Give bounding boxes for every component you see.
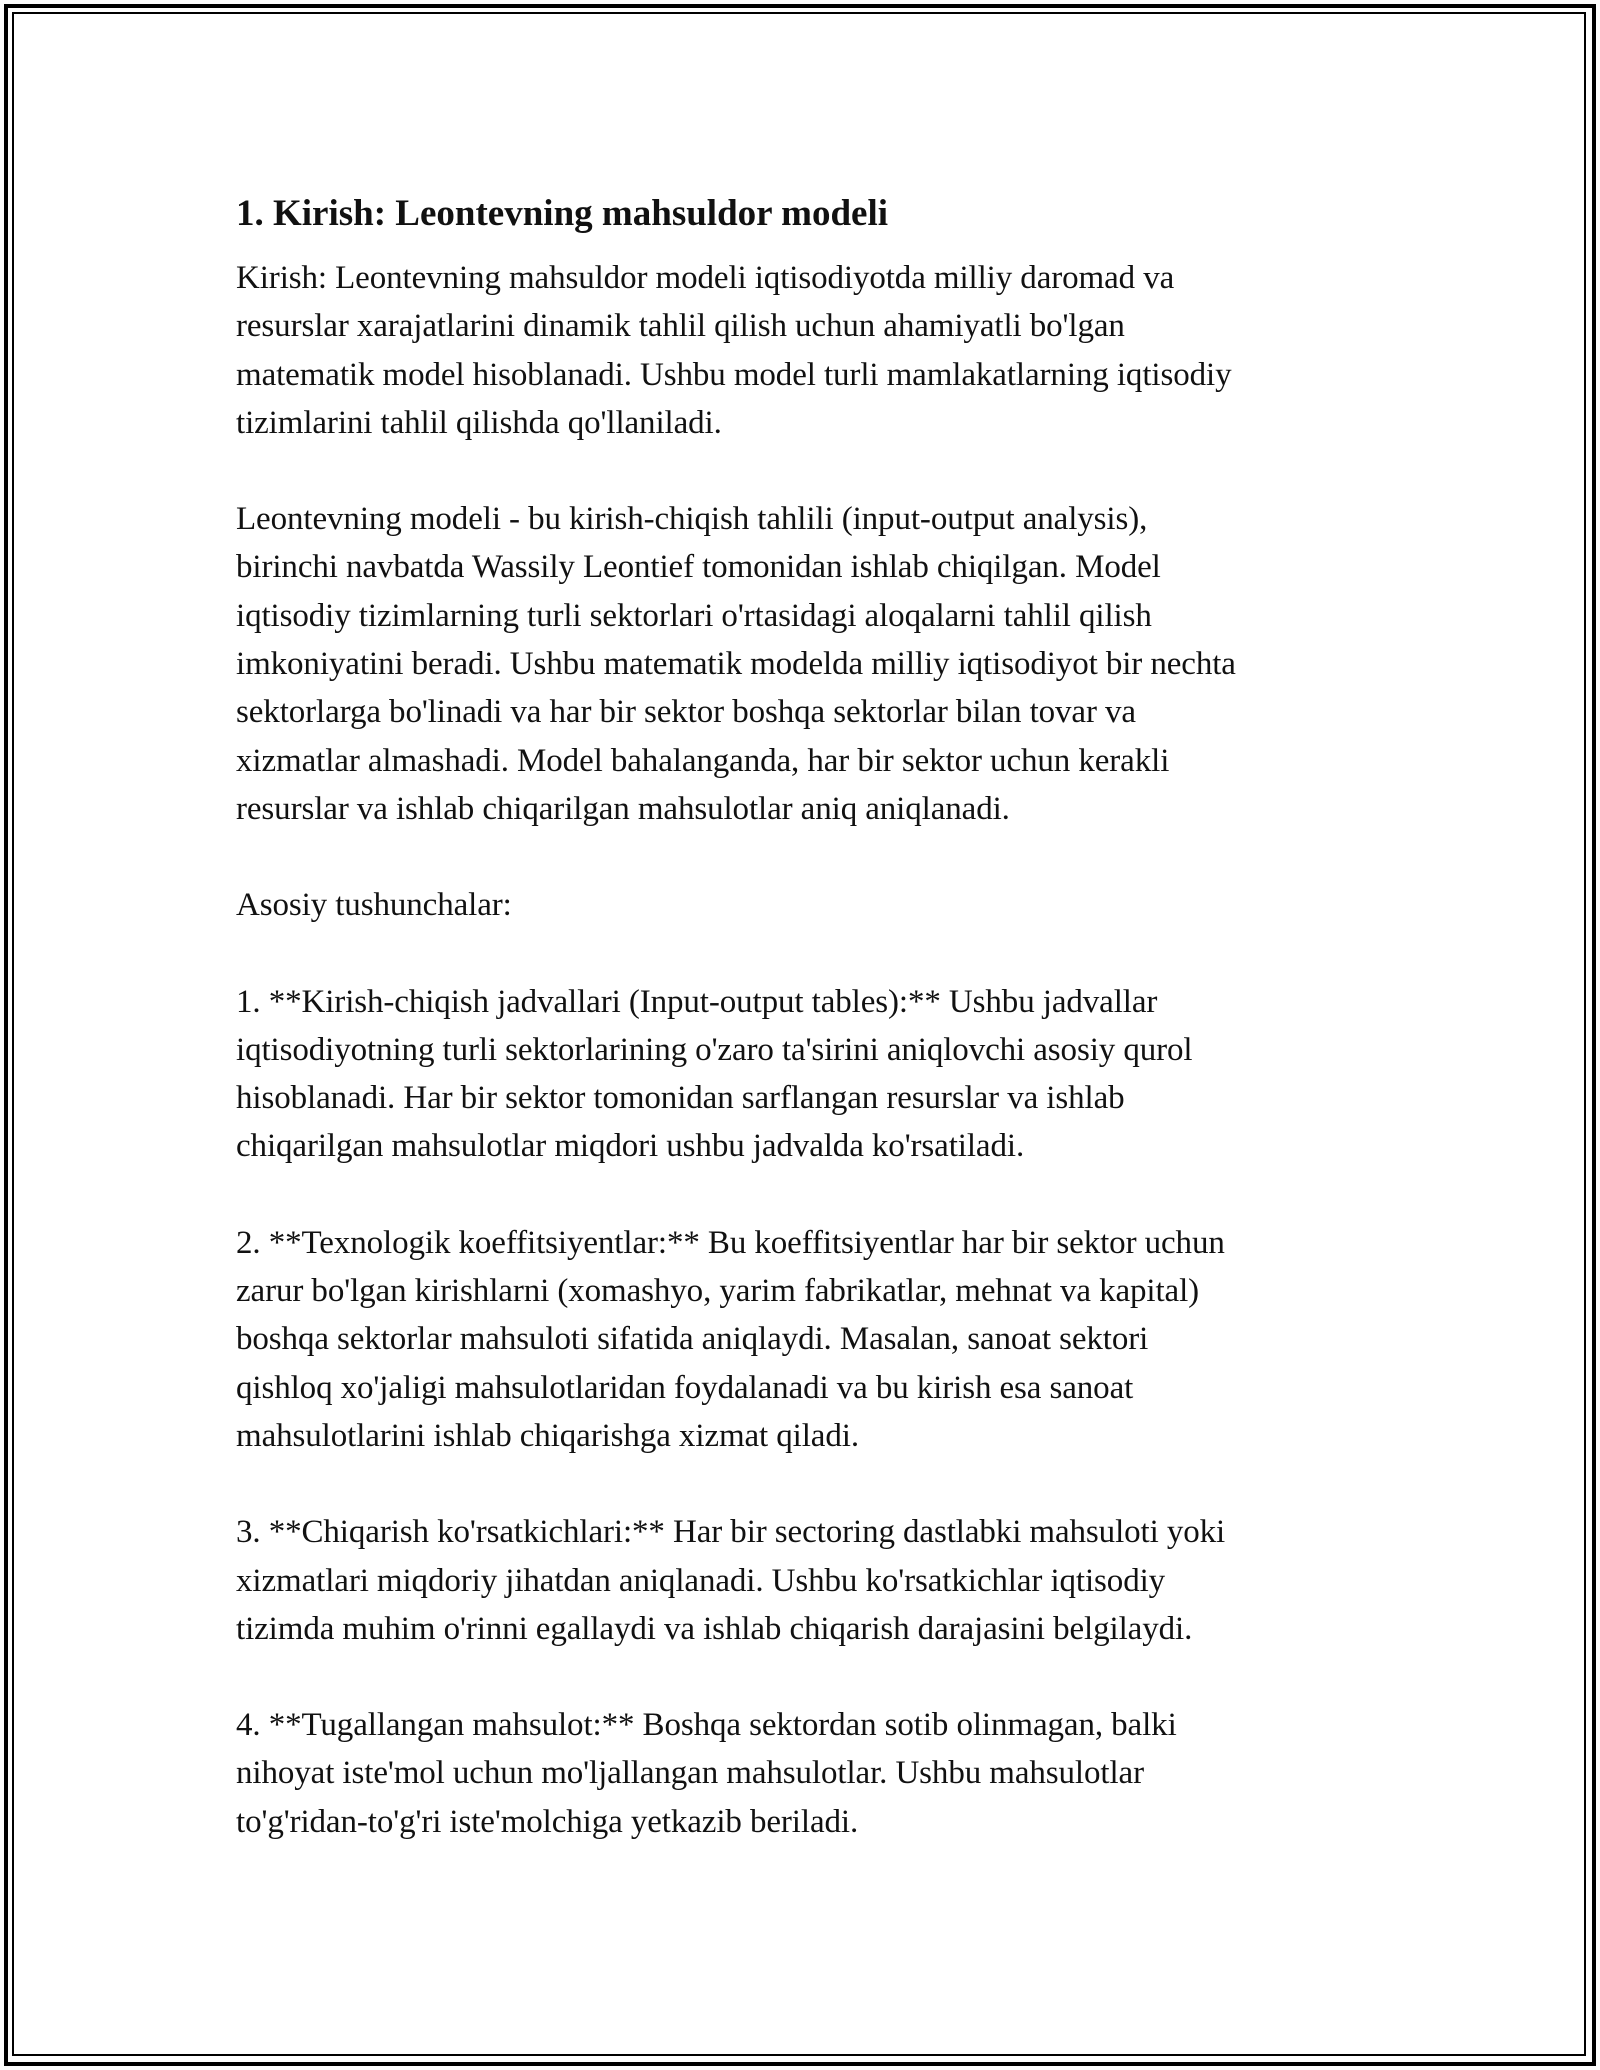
text-line: qishloq xo'jaligi mahsulotlaridan foydalanadi va bu kirish esa sanoat [236, 1369, 1134, 1406]
text-line: resurslar va ishlab chiqarilgan mahsulotlar aniq aniqlanadi. [236, 790, 1010, 827]
text-line: boshqa sektorlar mahsuloti sifatida aniqlaydi. Masalan, sanoat sektori [236, 1321, 1149, 1358]
text-line: 1. **Kirish-chiqish jadvallari (Input-output tables):** Ushbu jadvallar [236, 983, 1158, 1020]
list-item-input-output-tables [236, 978, 1376, 1171]
text-line: zarur bo'lgan kirishlarni (xomashyo, yarim fabrikatlar, mehnat va kapital) [236, 1273, 1200, 1310]
list-item-output-indicators [236, 1508, 1376, 1653]
model-description-paragraph [236, 495, 1376, 833]
list-item-finished-product [236, 1701, 1376, 1846]
text-line: tizimda muhim o'rinni egallaydi va ishlab chiqarish darajasini belgilaydi. [236, 1610, 1193, 1647]
text-line: hisoblanadi. Har bir sektor tomonidan sarflangan resurslar va ishlab [236, 1080, 1125, 1117]
text-line: iqtisodiyotning turli sektorlarining o'zaro ta'sirini aniqlovchi asosiy qurol [236, 1031, 1193, 1068]
document-title: 1. Kirish: Leontevning mahsuldor modeli [236, 193, 889, 234]
text-line: tizimlarini tahlil qilishda qo'llaniladi. [236, 404, 722, 441]
text-line: 2. **Texnologik koeffitsiyentlar:** Bu koeffitsiyentlar har bir sektor uchun [236, 1224, 1225, 1261]
text-line: 4. **Tugallangan mahsulot:** Boshqa sektordan sotib olinmagan, balki [236, 1707, 1177, 1744]
text-line: 3. **Chiqarish ko'rsatkichlari:** Har bir sectoring dastlabki mahsuloti yoki [236, 1514, 1226, 1551]
list-item-technological-coefficients [236, 1219, 1376, 1460]
text-line: iqtisodiy tizimlarning turli sektorlari o'rtasidagi aloqalarni tahlil qilish [236, 597, 1152, 634]
text-line: sektorlarga bo'linadi va har bir sektor boshqa sektorlar bilan tovar va [236, 694, 1136, 731]
text-line: xizmatlari miqdoriy jihatdan aniqlanadi. Ushbu ko'rsatkichlar iqtisodiy [236, 1562, 1166, 1599]
text-line: to'g'ridan-to'g'ri iste'molchiga yetkazib beriladi. [236, 1803, 859, 1840]
text-line: mahsulotlarini ishlab chiqarishga xizmat qiladi. [236, 1417, 859, 1454]
text-line: matematik model hisoblanadi. Ushbu model turli mamlakatlarning iqtisodiy [236, 356, 1232, 393]
intro-paragraph [236, 254, 1376, 447]
text-line: nihoyat iste'mol uchun mo'ljallangan mahsulotlar. Ushbu mahsulotlar [236, 1755, 1144, 1792]
text-line: chiqarilgan mahsulotlar miqdori ushbu jadvalda ko'rsatiladi. [236, 1128, 1025, 1165]
text-line: imkoniyatini beradi. Ushbu matematik modelda milliy iqtisodiyot bir nechta [236, 646, 1236, 683]
section-heading: Asosiy tushunchalar: [236, 887, 512, 924]
text-line: Kirish: Leontevning mahsuldor modeli iqtisodiyotda milliy daromad va [236, 260, 1175, 296]
document-body [236, 186, 1376, 1846]
text-line: resurslar xarajatlarini dinamik tahlil qilish uchun ahamiyatli bo'lgan [236, 308, 1125, 345]
text-line: xizmatlar almashadi. Model bahalanganda, har bir sektor uchun kerakli [236, 742, 1170, 779]
text-line: Leontevning modeli - bu kirish-chiqish tahlili (input-output analysis), [236, 501, 1148, 538]
text-line: birinchi navbatda Wassily Leontief tomonidan ishlab chiqilgan. Model [236, 549, 1161, 586]
